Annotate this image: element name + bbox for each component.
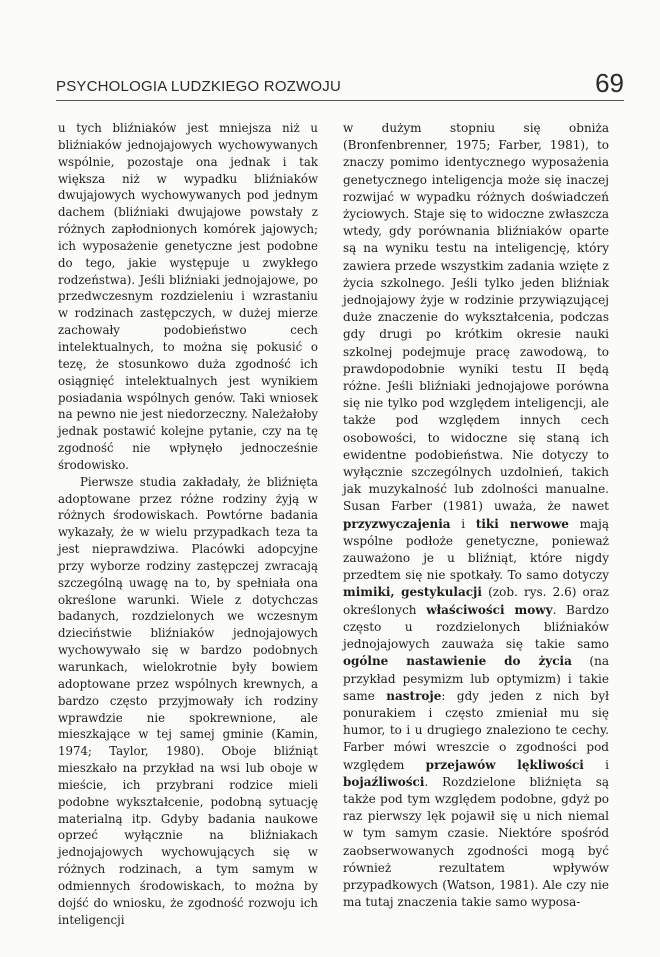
bold-term: nastroje	[386, 688, 442, 703]
bold-term: przejawów lękliwości	[425, 757, 584, 772]
paragraph	[343, 120, 609, 911]
text-run: w dużym stopniu się obniża (Bronfenbrenner, 1975; Farber, 1981), to znaczy pomimo identycznego wyposażenia genetycznego inteligencja może się inaczej rozwijać w wypadku różnych doświadczeń życiowych. Staje się to widoczne zwłaszcza wtedy, gdy porównania bliźniaków oparte są na wyniku testu na inteligencję, który zawiera przede wszystkim zadania wzięte z życia szkolnego. Jeśli tylko jeden bliźniak jednojajowy żyje w rodzinie przywiązującej duże znaczenie do wykształcenia, podczas gdy drugi po krótkim okresie nauki szkolnej podejmuje pracę zawodową, to prawdopodobnie wyniki testu II będą różne. Jeśli bliźniaki jednojajowe porówna się nie tylko pod względem inteligencji, ale także pod względem innych cech osobowości, to widoczne się staną ich ewidentne podobieństwa. Nie dotyczy to wyłącznie szczególnych uzdolnień, takich jak muzykalność lub zdolności manualne. Susan Farber (1981) uważa, że nawet	[343, 121, 609, 514]
text-run: i	[450, 516, 476, 531]
header-rule	[56, 100, 624, 101]
text-run: . Bardzo często u rozdzielonych bliźniaków jednojajowych zauważa się takie samo	[343, 602, 609, 652]
paragraph: Pierwsze studia zakładały, że bliźnięta adoptowane przez różne rodziny żyją w różnych środowiskach. Powtórne badania wykazały, że w wielu przypadkach teza ta jest nieprawdziwa. Placówki adopcyjne przy wyborze rodziny zastępczej zwracają szczególną uwagę na to, by spełniała ona określone warunki. Wiele z dotychczas badanych, rozdzielonych we wczesnym dzieciństwie bliźniaków jednojajowych wychowywało się w bardzo podobnych warunkach, wielokrotnie były bowiem adoptowane przez wspólnych krewnych, a bardzo często przyjmowały ich rodziny wprawdzie nie spokrewnione, ale mieszkające w tej samej gminie (Kamin, 1974; Taylor, 1980). Oboje bliźniąt mieszkało na przykład na wsi lub oboje w mieście, ich przybrani rodzice mieli podobne wykształcenie, podobną sytuację materialną itp. Gdyby badania naukowe oprzeć wyłącznie na bliźniakach jednojajowych wychowujących się w różnych rodzinach, a tym samym w odmiennych środowiskach, to można by dojść do wniosku, że zgodność rozwoju ich inteligencji	[58, 474, 318, 927]
text-run: (na przykład pesymizm lub optymizm) i takie same	[343, 654, 609, 703]
bold-term: ogólne nastawienie do życia	[343, 654, 572, 669]
page-number: 69	[595, 68, 624, 98]
left-column	[58, 120, 318, 929]
text-run: . Rozdzielone bliźnięta są także pod tym względem podobne, gdyż po raz pierwszy lęk pojawił się u nich niemal w tym samym czasie. Niektóre spośród zaobserwowanych zgodności mogą być również rezultatem wpływów przypadkowych (Watson, 1981). Ale czy nie ma tutaj znaczenia takie samo wyposa-	[343, 774, 609, 910]
paragraph: u tych bliźniaków jest mniejsza niż u bliźniaków jednojajowych wychowywanych wspólnie, pozostaje ona jednak i tak większa niż w wypadku bliźniaków dwujajowych wychowywanych pod jednym dachem (bliźniaki dwujajowe powstały z różnych zapłodnionych komórek jajowych; ich wyposażenie genetyczne jest podobne do tego, jakie występuje u zwykłego rodzeństwa). Jeśli bliźniaki jednojajowe, po przedwczesnym rozdzieleniu i wzrastaniu w rodzinach zastępczych, w dużej mierze zachowały podobieństwo cech intelektualnych, to można się pokusić o tezę, że stosunkowo duża zgodność ich osiągnięć intelektualnych jest wynikiem posiadania wspólnych genów. Taki wniosek na pewno nie jest niedorzeczny. Należałoby jednak postawić kolejne pytanie, czy na tę zgodność nie wpłynęło jednocześnie środowisko.	[58, 121, 318, 472]
bold-term: przyzwyczajenia	[343, 516, 451, 531]
bold-term: właściwości mowy	[426, 602, 553, 617]
text-run: i	[583, 757, 609, 772]
bold-term: bojaźliwości	[343, 774, 425, 789]
right-column	[343, 120, 609, 911]
running-title: PSYCHOLOGIA LUDZKIEGO ROZWOJU	[56, 78, 342, 95]
bold-term: tiki nerwowe	[475, 516, 569, 531]
text-run: : gdy jeden z nich był ponurakiem i często zmieniał mu się humor, to i u drugiego znaleziono te cechy. Farber mówi wreszcie o zgodności pod względem	[343, 688, 610, 772]
text-run: mają wspólne podłoże genetyczne, ponieważ zauważono je u bliźniąt, które nigdy przedtem się nie spotkały. To samo dotyczy	[343, 516, 609, 583]
text-run: (zob. rys. 2.6) oraz określonych	[343, 585, 609, 617]
page-header	[56, 64, 624, 100]
bold-term: mimiki, gestykulacji	[343, 585, 482, 600]
